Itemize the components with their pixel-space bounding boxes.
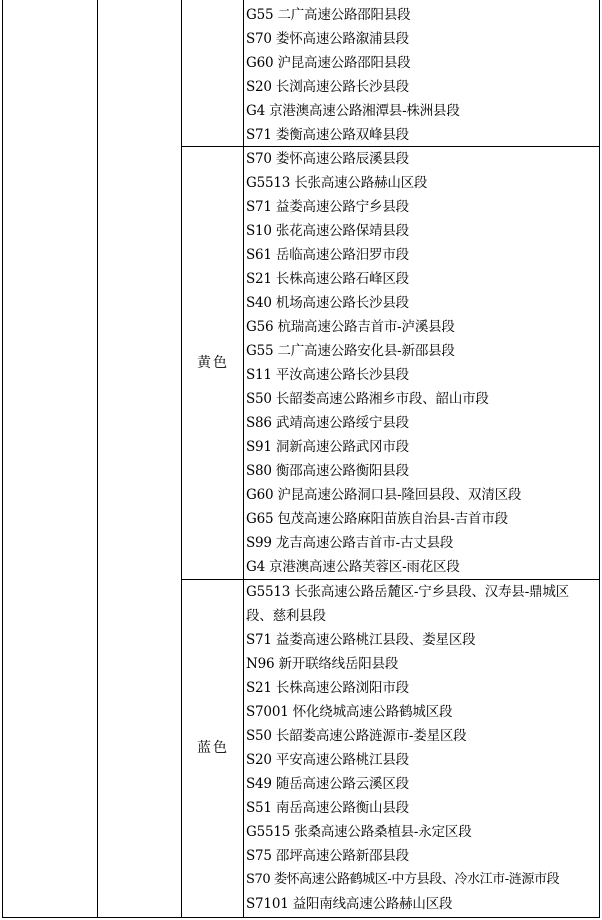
table-border-bottom	[2, 917, 600, 918]
table-row: S51 南岳高速公路衡山县段	[246, 800, 409, 816]
table-row: G60 沪昆高速公路邵阳县段	[246, 55, 411, 71]
table-row: S50 长韶娄高速公路湘乡市段、韶山市段	[246, 391, 489, 407]
table-row: S7101 益阳南线高速公路赫山区段	[246, 896, 453, 912]
table-row: S70 娄怀高速公路溆浦县段	[246, 31, 409, 47]
table-row: G65 包茂高速公路麻阳苗族自治县-吉首市段	[246, 511, 508, 527]
table-row: S21 长株高速公路石峰区段	[246, 271, 409, 287]
table-row: S70 娄怀高速公路辰溪县段	[246, 151, 409, 167]
table-border-left	[2, 0, 3, 918]
table-row: S10 张花高速公路保靖县段	[246, 223, 409, 239]
table-row: S50 长韶娄高速公路涟源市-娄星区段	[246, 728, 467, 744]
table-row: S21 长株高速公路浏阳市段	[246, 680, 409, 696]
table-row: G5515 张桑高速公路桑植县-永定区段	[246, 824, 472, 840]
table-row: S99 龙吉高速公路吉首市-古丈县段	[246, 535, 454, 551]
table-row: S71 娄衡高速公路双峰县段	[246, 127, 409, 143]
table-row: S70 娄怀高速公路鹤城区-中方县段、冷水江市-涟源市段	[246, 872, 560, 887]
table-row: G55 二广高速公路邵阳县段	[246, 7, 411, 23]
table-row-continuation: 段、慈利县段	[246, 608, 326, 624]
table-row: S20 平安高速公路桃江县段	[246, 752, 409, 768]
table-row: G5513 长张高速公路赫山区段	[246, 175, 428, 191]
table-row: G4 京港澳高速公路湘潭县-株洲县段	[246, 103, 460, 119]
table-row: G56 杭瑞高速公路吉首市-泸溪县段	[246, 319, 455, 335]
table-row: S91 洞新高速公路武冈市段	[246, 439, 409, 455]
table-border-right	[599, 0, 600, 918]
table-row: G60 沪昆高速公路洞口县-隆回县段、双清区段	[246, 487, 522, 503]
table-row: S49 随岳高速公路云溪区段	[246, 776, 409, 792]
table-row: S61 岳临高速公路汨罗市段	[246, 247, 409, 263]
table-row: S11 平汝高速公路长沙县段	[246, 367, 409, 383]
category-label-blue: 蓝色	[197, 740, 229, 756]
table-row: S75 邵坪高速公路新邵县段	[246, 848, 409, 864]
table-row: S80 衡邵高速公路衡阳县段	[246, 463, 409, 479]
table-column-divider-1	[97, 0, 98, 918]
table-row: S71 益娄高速公路宁乡县段	[246, 199, 409, 215]
table-row: G55 二广高速公路安化县-新邵县段	[246, 343, 455, 359]
table-row: S7001 怀化绕城高速公路鹤城区段	[246, 704, 453, 720]
table-row: N96 新开联络线岳阳县段	[246, 656, 399, 672]
table-row: G5513 长张高速公路岳麓区-宁乡县段、汉寿县-鼎城区	[246, 584, 569, 600]
table-row: S86 武靖高速公路绥宁县段	[246, 415, 409, 431]
category-label-yellow: 黄色	[197, 355, 229, 371]
table-column-divider-2	[181, 0, 182, 918]
table-row: S20 长浏高速公路长沙县段	[246, 79, 409, 95]
table-column-divider-3	[243, 0, 244, 918]
table-row: S40 机场高速公路长沙县段	[246, 295, 409, 311]
table-row: S71 益娄高速公路桃江县段、娄星区段	[246, 632, 476, 648]
table-row: G4 京港澳高速公路芙蓉区-雨花区段	[246, 559, 460, 575]
